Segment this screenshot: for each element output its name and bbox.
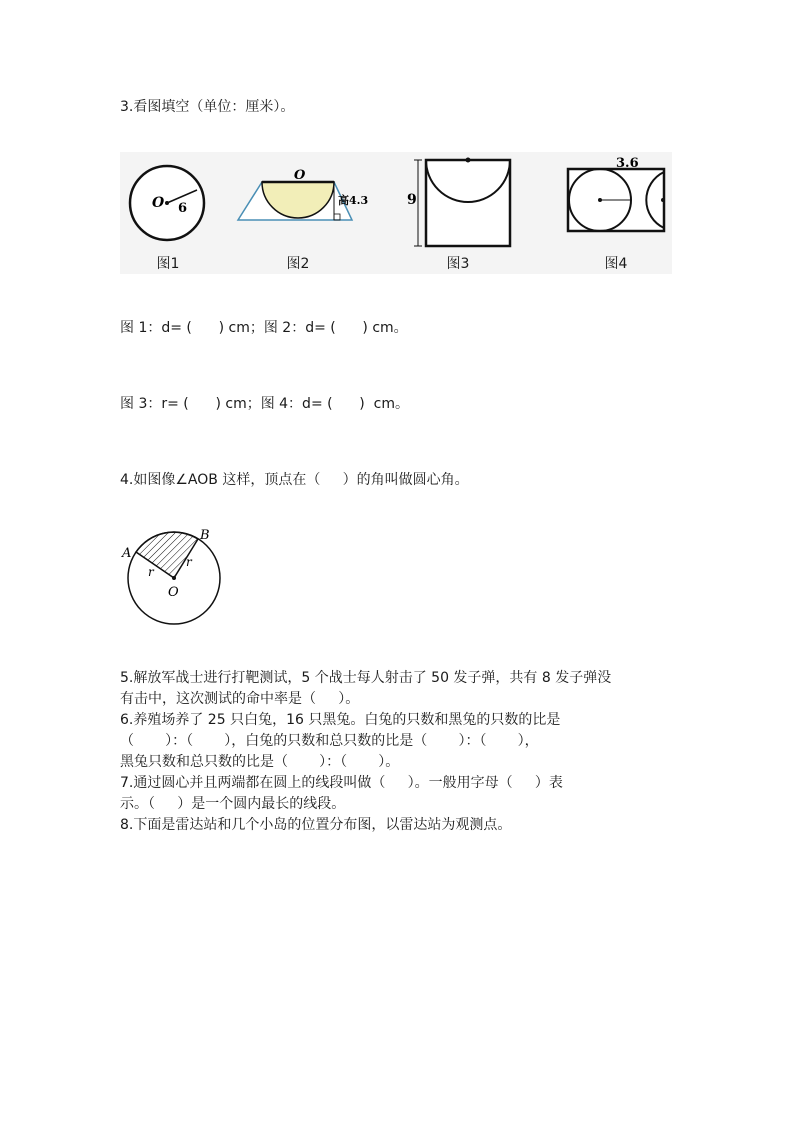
q4-label-o: O: [168, 585, 179, 600]
fig1-caption: 图1: [156, 256, 180, 272]
fig1-circle-diagram: [124, 160, 210, 246]
fig2-label-o: O: [294, 168, 306, 183]
q5-line-1: 5.解放军战士进行打靶测试，5 个战士每人射击了 50 发子弹，共有 8 发子弹没: [120, 670, 612, 686]
q7-line-2: 示。（ ）是一个圆内最长的线段。: [120, 796, 346, 812]
q7-line-1: 7.通过圆心并且两端都在圆上的线段叫做（ ）。一般用字母（ ）表: [120, 775, 563, 791]
q4-label-b: B: [200, 528, 210, 543]
q6-line-2: （ ）：（ ），白兔的只数和总只数的比是（ ）：（ ），: [120, 733, 539, 749]
fig1-label-r: 6: [178, 201, 188, 216]
fig4-caption: 图4: [604, 256, 628, 272]
q5-line-2: 有击中，这次测试的命中率是（ ）。: [120, 691, 360, 707]
fig2-caption: 图2: [286, 256, 310, 272]
fig3-label-height: 9: [407, 192, 417, 208]
fig3-square-semicircle-diagram: [404, 154, 524, 250]
fig3-caption: 图3: [446, 256, 470, 272]
q6-line-1: 6.养殖场养了 25 只白兔，16 只黑兔。白兔的只数和黑兔的只数的比是: [120, 712, 561, 728]
q8-text: 8.下面是雷达站和几个小岛的位置分布图，以雷达站为观测点。: [120, 817, 512, 833]
q6-line-3: 黑兔只数和总只数的比是（ ）：（ ）。: [120, 754, 400, 770]
q4-label-r1: r: [148, 565, 154, 579]
q4-text: 4.如图像∠AOB 这样，顶点在（ ）的角叫做圆心角。: [120, 472, 469, 488]
q4-label-a: A: [122, 546, 132, 561]
fig2-label-height: 高4.3: [338, 194, 369, 207]
fig4-label-width: 3.6: [616, 156, 639, 171]
q4-label-r2: r: [186, 555, 192, 569]
q3-answer-line-2: 图 3：r= ( ) cm；图 4：d= ( ) cm。: [120, 396, 409, 412]
q3-title: 3.看图填空（单位：厘米）。: [120, 99, 295, 115]
fig4-rectangle-circles-diagram: [560, 155, 670, 237]
fig2-trapezoid-semicircle-diagram: [234, 166, 374, 226]
fig1-label-o: O: [152, 195, 165, 211]
q3-answer-line-1: 图 1：d= ( ) cm；图 2：d= ( ) cm。: [120, 320, 408, 336]
q4-central-angle-diagram: [118, 526, 228, 630]
